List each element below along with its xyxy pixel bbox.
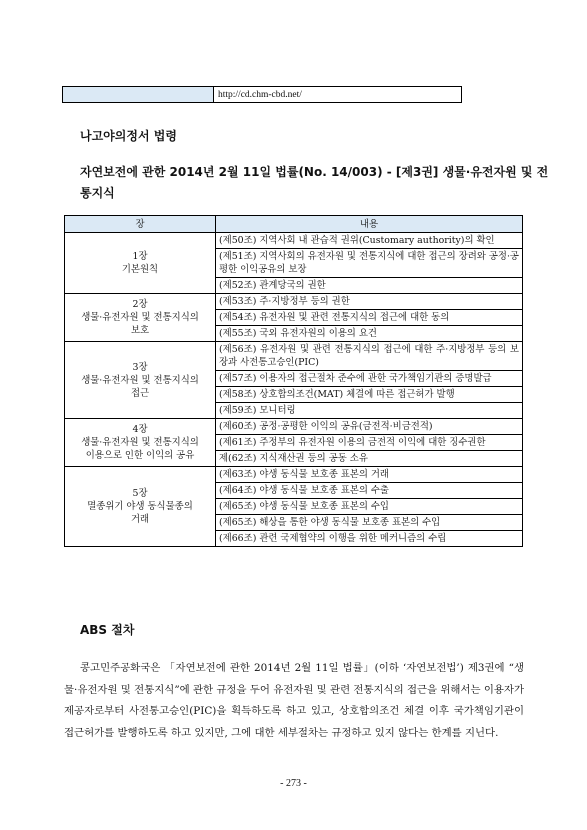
article-item: (제66조) 관련 국제협약의 이행을 위한 메커니즘의 수립 xyxy=(216,531,523,547)
article-item: (제54조) 유전자원 및 관련 전통지식의 접근에 대한 동의 xyxy=(216,310,523,326)
section-title: 나고야의정서 법령 xyxy=(80,129,177,143)
article-item: (제58조) 상호합의조건(MAT) 체결에 따른 접근허가 발행 xyxy=(216,387,523,403)
chapter-cell xyxy=(65,233,216,294)
chapter-cell xyxy=(65,294,216,342)
article-item: (제65조) 해상을 통한 야생 동식물 보호종 표본의 수입 xyxy=(216,515,523,531)
chapter-line: 2장 xyxy=(132,299,148,310)
article-item: (제65조) 야생 동식물 보호종 표본의 수입 xyxy=(216,499,523,515)
article-item: (제56조) 유전자원 및 관련 전통지식의 접근에 대한 주·지방정부 등의 보장과 사전통고승인(PIC) xyxy=(216,342,523,371)
table-row xyxy=(65,342,523,371)
article-item: (제60조) 공정·공평한 이익의 공유(금전적·비금전적) xyxy=(216,419,523,435)
page-number: - 273 - xyxy=(280,778,307,789)
law-table-body xyxy=(65,233,523,547)
article-item: (제55조) 국외 유전자원의 이용의 요건 xyxy=(216,326,523,342)
table-row xyxy=(65,419,523,435)
law-structure-table xyxy=(64,215,523,547)
chapter-line: 4장 xyxy=(132,424,148,435)
article-item: (제63조) 야생 동식물 보호종 표본의 거래 xyxy=(216,467,523,483)
table-header-row xyxy=(65,216,523,233)
chapter-line: 3장 xyxy=(132,361,148,373)
chapter-line: 멸종위기 야생 동식물종의 xyxy=(87,501,193,512)
article-item: (제51조) 지역사회의 유전자원 및 전통지식에 대한 접근의 장려와 공정·공평한 이익공유의 보장 xyxy=(216,249,523,278)
chapter-line: 보호 xyxy=(130,325,150,336)
abs-heading: ABS 절차 xyxy=(80,623,135,637)
chapter-line: 생물·유전자원 및 전통지식의 xyxy=(81,437,199,448)
table-row xyxy=(65,467,523,483)
chapter-cell xyxy=(65,467,216,547)
chapter-line: 생물·유전자원 및 전통지식의 xyxy=(81,312,199,323)
article-item: (제53조) 주·지방정부 등의 권한 xyxy=(216,294,523,310)
reference-table-blank-cell xyxy=(63,87,214,103)
reference-table xyxy=(62,86,462,103)
article-item: 제(62조) 지식재산권 등의 공동 소유 xyxy=(216,451,523,467)
law-title: 자연보전에 관한 2014년 2월 11일 법률(No. 14/003) - [제3권] 생물·유전자원 및 전통지식 xyxy=(80,165,549,200)
table-row xyxy=(65,294,523,310)
chapter-line: 1장 xyxy=(132,251,148,262)
article-item: (제52조) 관계당국의 권한 xyxy=(216,278,523,294)
chapter-line: 5장 xyxy=(132,488,148,499)
article-item: (제50조) 지역사회 내 관습적 권위(Customary authority)의 확인 xyxy=(216,233,523,249)
reference-url: http://cd.chm-cbd.net/ xyxy=(214,87,462,103)
article-item: (제64조) 야생 동식물 보호종 표본의 수출 xyxy=(216,483,523,499)
article-item: (제61조) 주정부의 유전자원 이용의 금전적 이익에 대한 징수권한 xyxy=(216,435,523,451)
article-item: (제59조) 모니터링 xyxy=(216,403,523,419)
article-item: (제57조) 이용자의 접근절차 준수에 관한 국가책임기관의 증명발급 xyxy=(216,371,523,387)
chapter-line: 이용으로 인한 이익의 공유 xyxy=(85,450,195,461)
chapter-line: 접근 xyxy=(130,387,150,399)
chapter-cell xyxy=(65,419,216,467)
table-row xyxy=(65,233,523,249)
header-chapter: 장 xyxy=(65,216,216,233)
chapter-line: 거래 xyxy=(130,514,150,525)
chapter-cell xyxy=(65,342,216,419)
chapter-line: 생물·유전자원 및 전통지식의 xyxy=(81,374,199,386)
body-paragraph: 콩고민주공화국은 「자연보전에 관한 2014년 2월 11일 법률」(이하 ‘자연보전법’) 제3권에 “생물·유전자원 및 전통지식”에 관한 규정을 두어 유전자원 및 관련 전통지식의 접근을 위해서는 이용자가 제공자로부터 사전통고승인(PIC)을 획득하도록 하고 있고, 상호합의조건 체결 이후 국가책임기관이 접근허가를 발행하도록 하고 있지만, 그에 대한 세부절차는 규정하고 있지 않다는 한계를 지닌다. xyxy=(64,662,524,739)
chapter-line: 기본원칙 xyxy=(121,264,159,275)
header-content: 내용 xyxy=(216,216,523,233)
